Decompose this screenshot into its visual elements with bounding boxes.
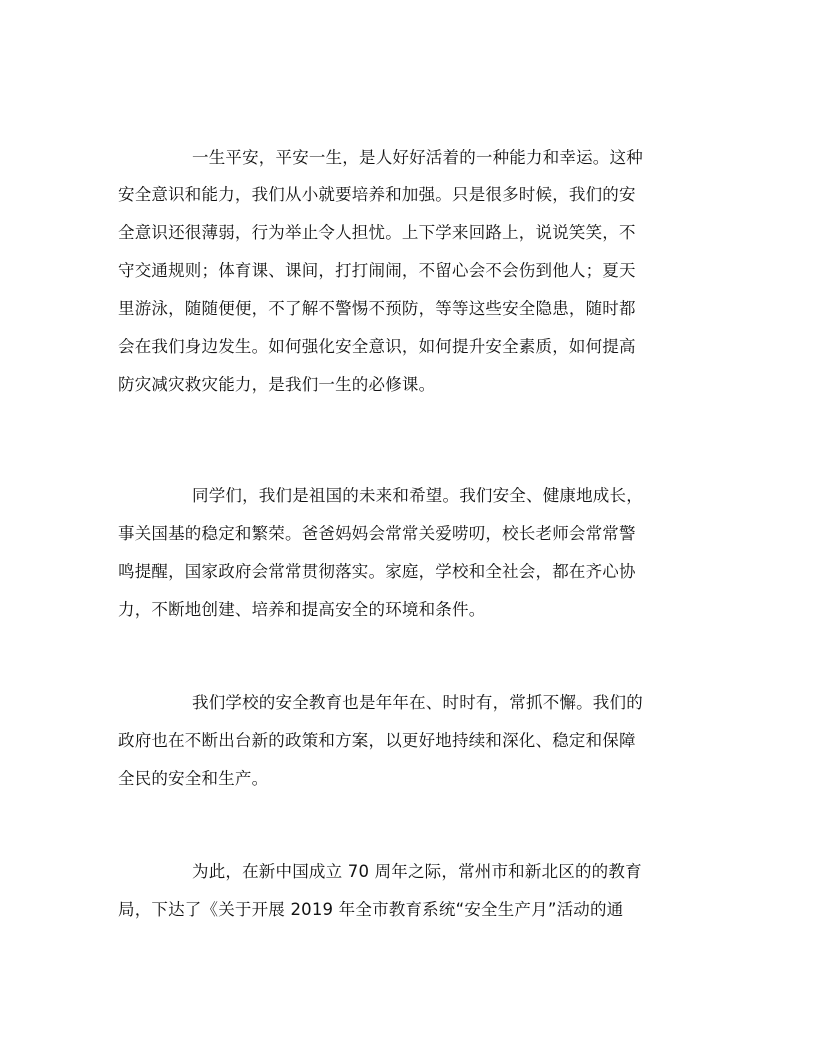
paragraph-3-line-1: 我们学校的安全教育也是年年在、时时有，常抓不懈。我们的 <box>192 693 643 712</box>
paragraph-4-line-1: 为此，在新中国成立 70 周年之际，常州市和新北区的的教育 <box>192 862 642 881</box>
paragraph-2-line-4: 力，不断地创建、培养和提高安全的环境和条件。 <box>118 600 486 619</box>
paragraph-1-line-7: 防灾减灾救灾能力，是我们一生的必修课。 <box>118 375 436 394</box>
paragraph-1-line-2: 安全意识和能力，我们从小就要培养和加强。只是很多时候，我们的安 <box>118 185 636 204</box>
paragraph-1-line-4: 守交通规则；体育课、课间，打打闹闹，不留心会不会伤到他人；夏天 <box>118 261 636 280</box>
paragraph-2-line-2: 事关国基的稳定和繁荣。爸爸妈妈会常常关爱唠叨，校长老师会常常警 <box>118 524 636 543</box>
paragraph-1-line-5: 里游泳，随随便便，不了解不警惕不预防，等等这些安全隐患，随时都 <box>118 299 636 318</box>
paragraph-1-line-1: 一生平安，平安一生，是人好好活着的一种能力和幸运。这种 <box>192 148 643 167</box>
paragraph-1-line-6: 会在我们身边发生。如何强化安全意识，如何提升安全素质，如何提高 <box>118 337 636 356</box>
paragraph-1-line-3: 全意识还很薄弱，行为举止令人担忧。上下学来回路上，说说笑笑，不 <box>118 223 636 242</box>
paragraph-2-line-3: 鸣提醒，国家政府会常常贯彻落实。家庭，学校和全社会，都在齐心协 <box>118 562 636 581</box>
paragraph-3-line-2: 政府也在不断出台新的政策和方案，以更好地持续和深化、稳定和保障 <box>118 731 636 750</box>
paragraph-4-line-2: 局，下达了《关于开展 2019 年全市教育系统“安全生产月”活动的通 <box>118 900 624 919</box>
paragraph-2-line-1: 同学们，我们是祖国的未来和希望。我们安全、健康地成长， <box>192 486 643 505</box>
paragraph-3-line-3: 全民的安全和生产。 <box>118 769 269 788</box>
